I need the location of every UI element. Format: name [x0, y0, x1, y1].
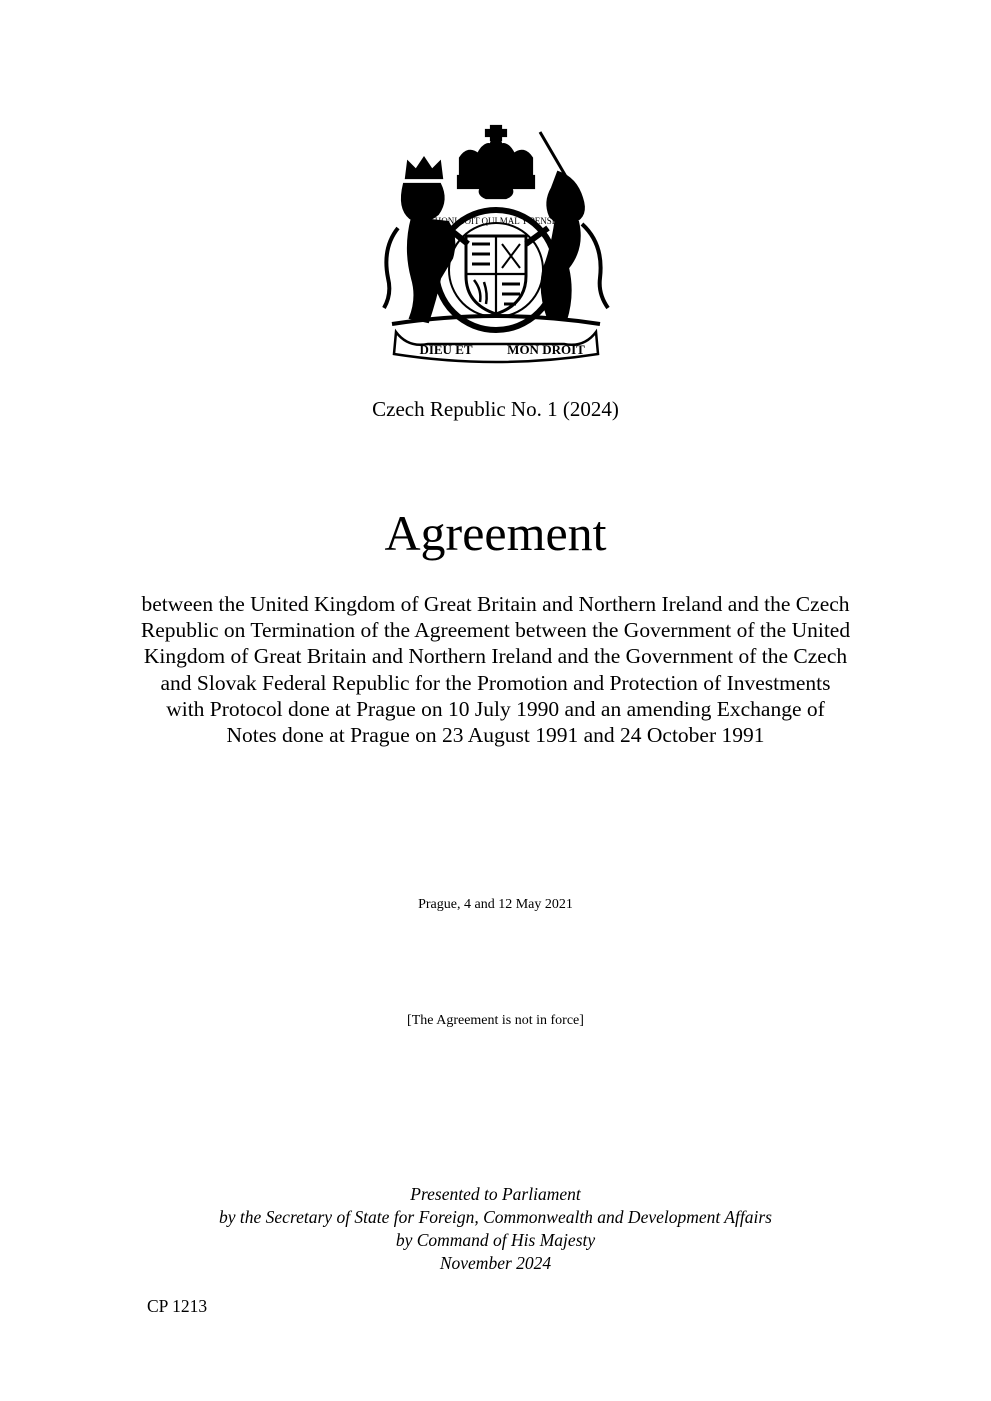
- document-subtitle: between the United Kingdom of Great Britain and Northern Ireland and the Czech Republic on Termination of the Agreement between the Government of the United Kingdom of Great Britain and Northern Ireland and the Government of the Czech and Slovak Federal Republic for the Promotion and Protection of Investments with Protocol done at Prague on 10 July 1990 and an amending Exchange of Notes done at Prague on 23 August 1991 and 24 October 1991: [140, 592, 851, 748]
- force-status: [The Agreement is not in force]: [407, 1013, 584, 1028]
- command-paper-number: CP 1213: [147, 1296, 208, 1316]
- presentation-statement: [0, 1183, 991, 1275]
- crest-garter-text: HONI SOIT QUI MAL Y PENSE: [434, 216, 558, 226]
- place-and-date: Prague, 4 and 12 May 2021: [418, 897, 573, 912]
- presented-line-3: by Command of His Majesty: [395, 1230, 596, 1250]
- crest-motto-right: MON DROIT: [507, 342, 585, 357]
- document-title: Agreement: [384, 505, 607, 561]
- royal-coat-of-arms-icon: [368, 118, 624, 368]
- treaty-series-number: Czech Republic No. 1 (2024): [372, 397, 619, 421]
- crest-motto-left: DIEU ET: [419, 342, 473, 357]
- presented-line-2: by the Secretary of State for Foreign, Commonwealth and Development Affairs: [219, 1207, 772, 1227]
- presented-line-1: Presented to Parliament: [410, 1184, 581, 1204]
- presented-line-4: November 2024: [439, 1253, 552, 1273]
